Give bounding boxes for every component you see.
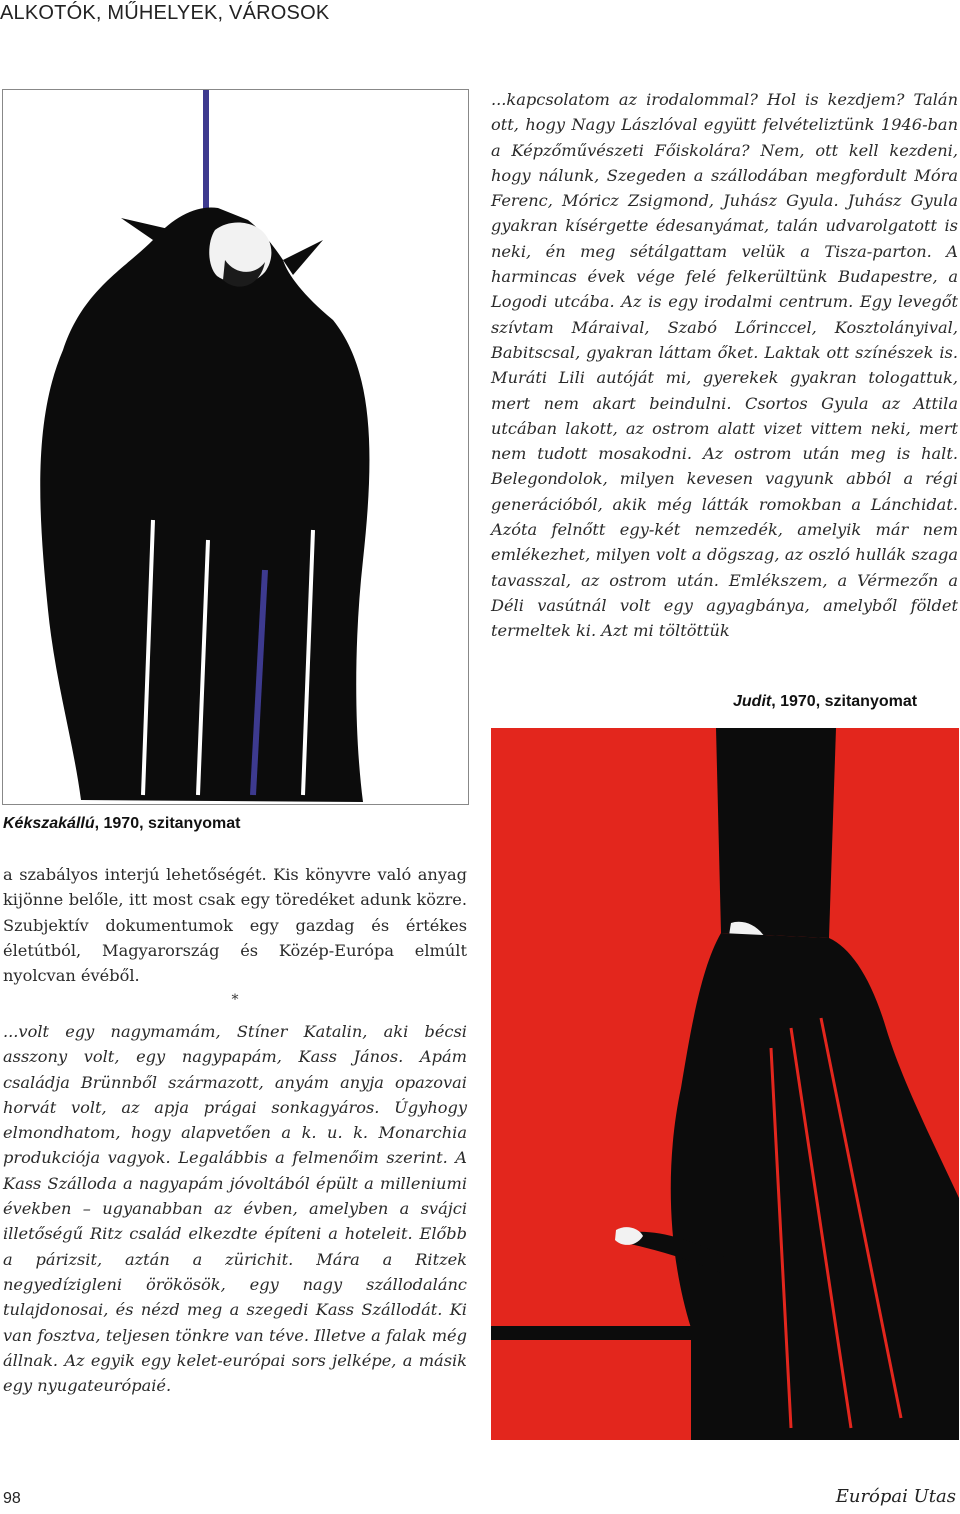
right-column-text: [491, 87, 958, 644]
section-header: ALKOTÓK, MŰHELYEK, VÁROSOK: [0, 2, 330, 24]
caption-rest: , 1970, szitanyomat: [94, 815, 241, 832]
left-column-body: [3, 1019, 467, 1398]
caption-rest: , 1970, szitanyomat: [771, 693, 918, 710]
horizontal-bar: [491, 1326, 959, 1340]
figure-2-caption: [733, 693, 917, 711]
paragraph: ...kapcsolatom az irodalommal? Hol is kezdjem? Talán ott, hogy Nagy Lászlóval együtt felvételiztünk 1946-ban a Képzőművészeti Főiskolára? Nem, ott kell kezdeni, hogy nálunk, Szegeden a szállodában megfordult Móra Ferenc, Móricz Zsigmond, Juhász Gyula. Juhász Gyula gyakran kísérgette édesanyámat, talán udvarolgatott is neki, én meg sétálgattam velük a Tisza-parton. A harmincas évek vége felé felkerültünk Budapestre, a Logodi utcába. Az is egy irodalmi centrum. Egy levegőt szívtam Máraival, Szabó Lőrinccel, Kosztolányival, Babitscsal, gyakran láttam őket. Laktak ott színészek is. Muráti Lili autóját mi, gyerekek gyakran tologattuk, mert nem akart beindulni. Csortos Gyula az Attila utcában lakott, az ostrom alatt vizet vittem neki, mert nem tudott mosakodni. Az ostrom után meg is halt. Belegondolok, milyen kevesen vagyunk abból a régi generációból, akik még látták romokban a Lánchidat. Azóta felnőtt egy-két nemzedék, amelyik már nem emlékezhet, milyen volt a dögszag, az oszló hullák szaga tavasszal, az ostrom után. Emlékszem, a Vérmezőn a Déli vasútnál volt egy agyagbánya, amelyből földet termeltek ki. Azt mi töltöttük: [491, 90, 958, 641]
figure-1-caption: [3, 815, 240, 833]
figure-bluebeard-print: [2, 89, 469, 805]
judit-illustration: [491, 728, 959, 1440]
left-column-intro: [3, 862, 467, 988]
caption-title: Judit: [733, 693, 772, 710]
section-separator: *: [231, 992, 239, 1008]
magazine-name: Európai Utas: [835, 1486, 956, 1507]
paragraph: a szabályos interjú lehetőségét. Kis könyvre való anyag kijönne belőle, itt most csak egy töredéket adunk közre. Szubjektív dokumentumok egy gazdag és értékes életútból, Magyarország és Közép-Európa elmúlt nyolcvan évéből.: [3, 865, 467, 986]
cloak-silhouette: [40, 207, 369, 802]
vertical-post: [691, 1340, 709, 1440]
bluebeard-illustration: [3, 90, 468, 804]
figure-judit-print: [491, 728, 959, 1440]
tall-hat: [716, 728, 836, 938]
paragraph: ...volt egy nagymamám, Stíner Katalin, aki bécsi asszony volt, egy nagypapám, Kass János. Apám családja Brünnből származott, anyám anyja opazovai horvát volt, az apja prágai sonkagyáros. Úgyhogy elmondhatom, hogy alapvetően a k. u. k. Monarchia produkciója vagyok. Legalábbis a felmenőim szerint. A Kass Szálloda a nagyapám jóvoltából épült a milleniumi években – ugyanabban az évben, amelyben a svájci illetőségű Ritz család elkezdte építeni a hoteleit. Előbb a párizsit, aztán a zürichit. Mára a Ritzek negyedízigleni örökösök, egy nagy szállodalánc tulajdonosai, és nézd meg a szegedi Kass Szállodát. Ki van fosztva, teljesen tönkre van téve. Illetve a falak még állnak. Az egyik egy kelet-európai sors jelképe, a másik egy nyugateurópaié.: [3, 1022, 467, 1396]
caption-title: Kékszakállú: [3, 815, 95, 832]
page-number: 98: [3, 1490, 21, 1507]
